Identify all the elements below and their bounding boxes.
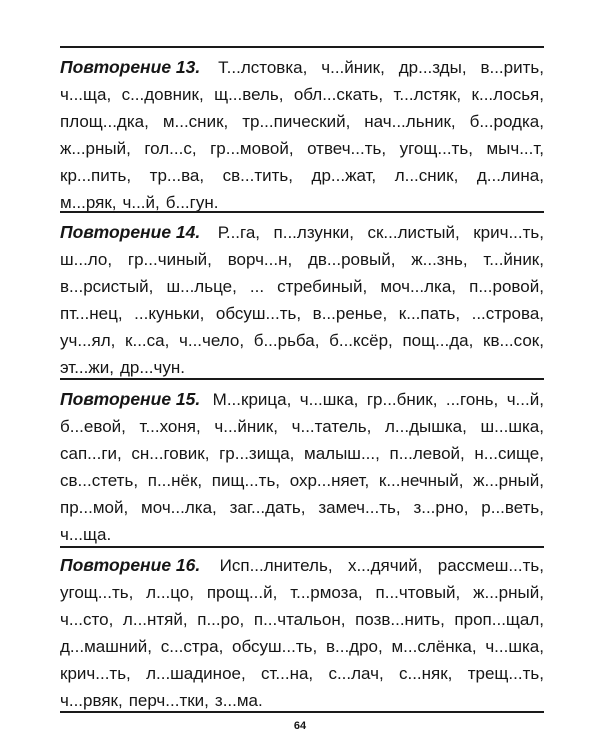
exercise-word: св...стеть, (60, 471, 139, 490)
exercise-word: б...рьба, (253, 331, 320, 350)
exercise-word: эт...жи, (60, 358, 114, 377)
exercise-word: гр...мовой, (210, 139, 294, 158)
exercise-16 (60, 552, 544, 714)
exercise-heading: Повторение 13. (60, 57, 201, 77)
text-line (60, 687, 544, 714)
exercise-word: др...чун. (119, 358, 185, 377)
exercise-word: кв...сок, (483, 331, 544, 350)
text-line (60, 633, 544, 660)
exercise-word: м...сник, (162, 112, 229, 131)
exercise-word: ч...сто, (60, 610, 114, 629)
exercise-word: л...нтяй, (122, 610, 188, 629)
exercise-word: заг...дать, (229, 498, 306, 517)
exercise-word: ст...на, (261, 664, 314, 683)
exercise-word: мыч...т, (486, 139, 544, 158)
exercise-word: ч...йник, (321, 58, 385, 77)
exercise-word: к...са, (125, 331, 170, 350)
exercise-word: прощ...й, (206, 583, 278, 602)
text-line (60, 413, 544, 440)
exercise-word: стребиный, (277, 277, 368, 296)
text-line (60, 552, 544, 579)
exercise-word: л...цо, (146, 583, 194, 602)
divider-rule (60, 378, 544, 380)
exercise-word: ... (249, 277, 265, 296)
text-line (60, 494, 544, 521)
exercise-word: ж...знь, (411, 250, 468, 269)
exercise-word: пр...мой, (60, 498, 129, 517)
exercise-word: уч...ял, (60, 331, 116, 350)
divider-rule (60, 211, 544, 213)
exercise-word: гол...с, (144, 139, 197, 158)
exercise-word: п...ровой, (469, 277, 544, 296)
exercise-word: моч...лка, (141, 498, 217, 517)
text-line (60, 81, 544, 108)
text-line (60, 354, 544, 381)
exercise-word: Т...лстовка, (218, 58, 308, 77)
exercise-word: рассмеш...ть, (437, 556, 544, 575)
exercise-word: малыш..., (304, 444, 380, 463)
exercise-word: позв...нить, (355, 610, 445, 629)
exercise-word: моч...лка, (380, 277, 457, 296)
exercise-word: ...строва, (471, 304, 544, 323)
exercise-word: с...няк, (398, 664, 453, 683)
exercise-word: з...рно, (413, 498, 469, 517)
exercise-word: п...лзунки, (273, 223, 354, 242)
exercise-word: ч...й, (506, 390, 544, 409)
text-line (60, 162, 544, 189)
text-line (60, 273, 544, 300)
exercise-word: отвеч...ть, (307, 139, 387, 158)
exercise-word: б...родка, (469, 112, 544, 131)
exercise-word: угощ...ть, (399, 139, 473, 158)
exercise-word: т...йник, (483, 250, 544, 269)
exercise-word: замеч...ть, (318, 498, 401, 517)
exercise-word: ч...ща. (60, 525, 112, 544)
exercise-word: л...сник, (394, 166, 459, 185)
exercise-word: в...рсистый, (60, 277, 154, 296)
exercise-word: в...дро, (325, 637, 383, 656)
text-line (60, 300, 544, 327)
exercise-word: т...хоня, (139, 417, 201, 436)
text-line (60, 606, 544, 633)
exercise-word: ч...шка, (299, 390, 359, 409)
exercise-word: ч...чело, (178, 331, 245, 350)
exercise-word: с...лач, (328, 664, 384, 683)
exercise-word: ж...рный, (60, 139, 131, 158)
exercise-word: проп...щал, (454, 610, 544, 629)
text-line (60, 246, 544, 273)
exercise-word: ш...льце, (166, 277, 237, 296)
exercise-word: т...рмоза, (290, 583, 363, 602)
exercise-word: м...ряк, (60, 193, 117, 212)
exercise-word: площ...дка, (60, 112, 149, 131)
exercise-word: охр...няет, (289, 471, 370, 490)
exercise-heading: Повторение 15. (60, 389, 201, 409)
exercise-word: т...лстяк, (393, 85, 462, 104)
exercise-word: дв...ровый, (307, 250, 396, 269)
exercise-word: ...куньки, (134, 304, 205, 323)
exercise-word: щ...вель, (214, 85, 284, 104)
exercise-word: пт...нец, (60, 304, 123, 323)
exercise-word: пищ...ть, (211, 471, 281, 490)
exercise-word: м...слёнка, (391, 637, 477, 656)
exercise-word: л...шадиное, (146, 664, 246, 683)
exercise-word: н...сище, (474, 444, 544, 463)
exercise-heading: Повторение 16. (60, 555, 201, 575)
page-number: 64 (293, 720, 307, 732)
exercise-word: св...тить, (222, 166, 293, 185)
exercise-word: гр...чиный, (127, 250, 212, 269)
exercise-word: крич...ть, (473, 223, 544, 242)
exercise-word: ск...листый, (367, 223, 460, 242)
exercise-word: сап...ги, (60, 444, 122, 463)
text-line (60, 108, 544, 135)
exercise-word: гр...бник, (366, 390, 438, 409)
exercise-word: л...дышка, (384, 417, 467, 436)
exercise-word: др...зды, (398, 58, 467, 77)
exercise-word: з...ма. (214, 691, 263, 710)
exercise-word: М...крица, (212, 390, 292, 409)
exercise-word: ...гонь, (445, 390, 499, 409)
exercise-word: ш...ло, (60, 250, 113, 269)
text-line (60, 135, 544, 162)
exercise-word: к...пать, (398, 304, 461, 323)
text-line (60, 579, 544, 606)
exercise-word: ворч...н, (227, 250, 293, 269)
exercise-word: б...евой, (60, 417, 126, 436)
exercise-word: п...левой, (389, 444, 465, 463)
exercise-word: д...машний, (60, 637, 152, 656)
exercise-word: к...нечный, (378, 471, 464, 490)
exercise-word: ч...рвяк, (60, 691, 123, 710)
exercise-word: обсуш...ть, (215, 304, 302, 323)
divider-rule (60, 546, 544, 548)
exercise-word: ш...шка, (480, 417, 544, 436)
exercise-word: перч...тки, (128, 691, 209, 710)
exercise-word: б...ксёр, (329, 331, 393, 350)
exercise-word: в...ренье, (312, 304, 388, 323)
exercise-word: п...ро, (197, 610, 245, 629)
exercise-word: Исп...лнитель, (219, 556, 333, 575)
divider-rule (60, 46, 544, 48)
exercise-word: тр...ва, (149, 166, 205, 185)
exercise-word: в...рить, (480, 58, 544, 77)
exercise-word: ж...рный, (473, 583, 544, 602)
exercise-word: п...нёк, (147, 471, 203, 490)
exercise-word: с...довник, (121, 85, 204, 104)
text-line (60, 54, 544, 81)
exercise-heading: Повторение 14. (60, 222, 201, 242)
exercise-word: ч...ща, (60, 85, 112, 104)
exercise-15 (60, 386, 544, 548)
divider-rule (60, 711, 544, 713)
exercise-word: ж...рный, (473, 471, 544, 490)
exercise-word: ч...йник, (214, 417, 278, 436)
exercise-word: ч...шка, (485, 637, 544, 656)
exercise-word: п...чтовый, (375, 583, 461, 602)
exercise-14 (60, 219, 544, 381)
exercise-word: обл...скать, (293, 85, 384, 104)
exercise-word: сн...говик, (131, 444, 210, 463)
exercise-word: тр...пический, (242, 112, 351, 131)
text-line (60, 467, 544, 494)
exercise-word: пощ...да, (402, 331, 474, 350)
exercise-word: Р...га, (217, 223, 261, 242)
exercise-word: с...стра, (160, 637, 224, 656)
exercise-word: п...чтальон, (253, 610, 346, 629)
exercise-word: ч...татель, (291, 417, 372, 436)
exercise-word: д...лина, (476, 166, 544, 185)
exercise-word: угощ...ть, (60, 583, 134, 602)
text-line (60, 521, 544, 548)
text-line (60, 219, 544, 246)
exercise-13 (60, 54, 544, 216)
exercise-word: гр...зища, (219, 444, 295, 463)
exercise-word: р...веть, (481, 498, 544, 517)
exercise-word: к...лосья, (471, 85, 544, 104)
text-line (60, 440, 544, 467)
exercise-word: нач...льник, (364, 112, 456, 131)
exercise-word: обсуш...ть, (232, 637, 318, 656)
exercise-word: б...гун. (165, 193, 219, 212)
exercise-word: трещ...ть, (467, 664, 544, 683)
text-line (60, 660, 544, 687)
exercise-word: кр...пить, (60, 166, 132, 185)
exercise-word: др...жат, (311, 166, 377, 185)
exercise-word: ч...й, (122, 193, 160, 212)
text-line (60, 327, 544, 354)
exercise-word: х...дячий, (347, 556, 423, 575)
text-line (60, 386, 544, 413)
exercise-word: крич...ть, (60, 664, 131, 683)
